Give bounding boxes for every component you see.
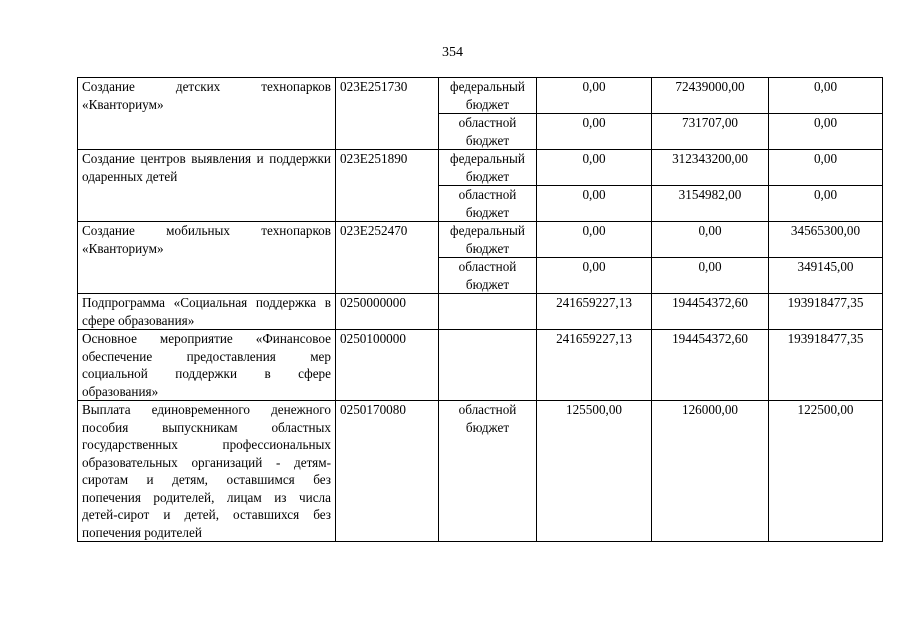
amount-year-3: 349145,00 bbox=[769, 258, 883, 294]
table-row bbox=[78, 294, 883, 330]
funding-source: областной бюджет bbox=[439, 114, 537, 150]
budget-code: 0250000000 bbox=[336, 294, 439, 330]
amount-year-2: 3154982,00 bbox=[652, 186, 769, 222]
activity-name: Основное мероприятие «Финансовое обеспечение предоставления мер социальной поддержки в сфере образования» bbox=[78, 330, 336, 401]
amount-year-1: 241659227,13 bbox=[537, 294, 652, 330]
budget-code: 0250100000 bbox=[336, 330, 439, 401]
amount-year-2: 72439000,00 bbox=[652, 78, 769, 114]
amount-year-3: 0,00 bbox=[769, 186, 883, 222]
amount-year-1: 0,00 bbox=[537, 186, 652, 222]
activity-name: Создание детских технопарков «Кванториум» bbox=[78, 78, 336, 150]
amount-year-2: 0,00 bbox=[652, 258, 769, 294]
budget-code: 0250170080 bbox=[336, 401, 439, 542]
activity-name: Выплата единовременного денежного пособия выпускникам областных государственных профессиональных образовательных организаций - детям-сиротам и детям, оставшимся без попечения родителей, лицам из числа детей-сирот и детей, оставшихся без попечения родителей bbox=[78, 401, 336, 542]
funding-source: областной бюджет bbox=[439, 186, 537, 222]
funding-source bbox=[439, 294, 537, 330]
amount-year-1: 0,00 bbox=[537, 114, 652, 150]
table-row bbox=[78, 222, 883, 258]
amount-year-3: 193918477,35 bbox=[769, 330, 883, 401]
amount-year-1: 0,00 bbox=[537, 150, 652, 186]
amount-year-1: 0,00 bbox=[537, 222, 652, 258]
budget-code: 023E251730 bbox=[336, 78, 439, 150]
amount-year-2: 126000,00 bbox=[652, 401, 769, 542]
activity-name: Подпрограмма «Социальная поддержка в сфере образования» bbox=[78, 294, 336, 330]
activity-name: Создание мобильных технопарков «Кванториум» bbox=[78, 222, 336, 294]
funding-source: областной бюджет bbox=[439, 401, 537, 542]
funding-source: областной бюджет bbox=[439, 258, 537, 294]
funding-source bbox=[439, 330, 537, 401]
amount-year-2: 0,00 bbox=[652, 222, 769, 258]
funding-source: федеральный бюджет bbox=[439, 78, 537, 114]
amount-year-3: 34565300,00 bbox=[769, 222, 883, 258]
funding-source: федеральный бюджет bbox=[439, 150, 537, 186]
amount-year-3: 122500,00 bbox=[769, 401, 883, 542]
amount-year-3: 0,00 bbox=[769, 78, 883, 114]
funding-source: федеральный бюджет bbox=[439, 222, 537, 258]
table-row bbox=[78, 78, 883, 114]
table-row bbox=[78, 330, 883, 401]
amount-year-1: 125500,00 bbox=[537, 401, 652, 542]
amount-year-2: 312343200,00 bbox=[652, 150, 769, 186]
amount-year-1: 0,00 bbox=[537, 78, 652, 114]
activity-name: Создание центров выявления и поддержки одаренных детей bbox=[78, 150, 336, 222]
amount-year-3: 193918477,35 bbox=[769, 294, 883, 330]
budget-code: 023E251890 bbox=[336, 150, 439, 222]
page-number: 354 bbox=[442, 45, 463, 60]
budget-table bbox=[77, 77, 883, 542]
table-row bbox=[78, 401, 883, 542]
amount-year-1: 241659227,13 bbox=[537, 330, 652, 401]
table-row bbox=[78, 150, 883, 186]
amount-year-3: 0,00 bbox=[769, 150, 883, 186]
amount-year-1: 0,00 bbox=[537, 258, 652, 294]
budget-code: 023E252470 bbox=[336, 222, 439, 294]
amount-year-3: 0,00 bbox=[769, 114, 883, 150]
amount-year-2: 731707,00 bbox=[652, 114, 769, 150]
amount-year-2: 194454372,60 bbox=[652, 330, 769, 401]
amount-year-2: 194454372,60 bbox=[652, 294, 769, 330]
